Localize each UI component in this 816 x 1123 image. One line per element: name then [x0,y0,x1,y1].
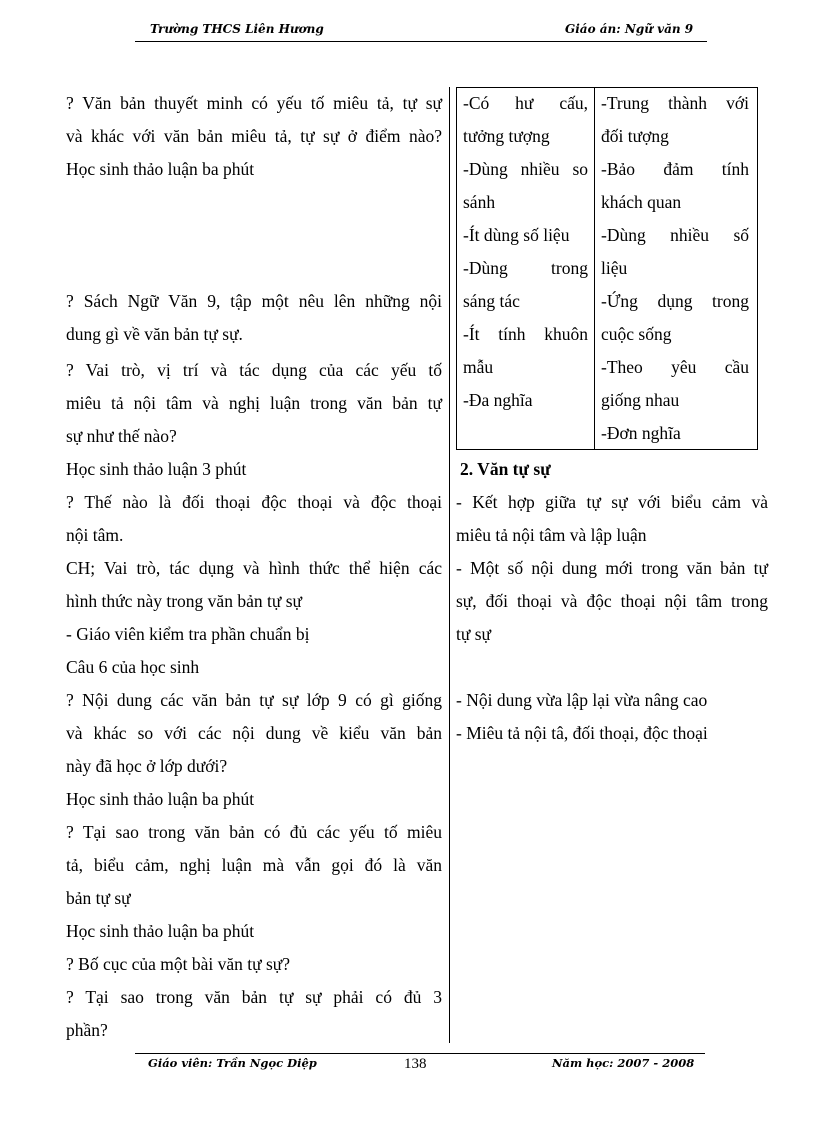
left-text-line: dung gì về văn bản tự sự. [66,324,243,344]
right-text-line: miêu tả nội tâm và lập luận [456,525,647,545]
left-text-line: nội tâm. [66,525,124,545]
table-cell-line: sánh [463,192,496,212]
left-text-line: này đã học ở lớp dưới? [66,756,228,776]
left-text-line: ? Vai trò, vị trí và tác dụng của các yếu tố [66,360,442,380]
right-text-line: - Nội dung vừa lập lại vừa nâng cao [456,690,708,710]
left-text-line: tả, biểu cảm, nghị luận mà vẫn gọi đó là văn [66,855,442,875]
left-text-line: CH; Vai trò, tác dụng và hình thức thể hiện các [66,558,442,578]
left-text-line: và khác so với các nội dung về kiểu văn bản [66,723,442,743]
left-text-line: ? Bố cục của một bài văn tự sự? [66,954,291,974]
table-cell-line: cuộc sống [601,324,672,344]
header-rule [135,41,707,42]
left-text-line: hình thức này trong văn bản tự sự [66,591,302,611]
left-text-line: Học sinh thảo luận ba phút [66,921,255,941]
left-text-line: miêu tả nội tâm và nghị luận trong văn bản tự [66,393,442,413]
left-text-line: ? Văn bản thuyết minh có yếu tố miêu tả, tự sự [66,93,442,113]
left-text-line: ? Tại sao trong văn bản có đủ các yếu tố miêu [66,822,442,842]
table-cell-line: -Ít dùng số liệu [463,225,570,245]
right-text-line: - Một số nội dung mới trong văn bản tự [456,558,768,578]
left-text-line: bản tự sự [66,888,131,908]
left-text-line: sự như thế nào? [66,426,177,446]
footer-teacher: Giáo viên: Trần Ngọc Diệp [148,1056,317,1070]
left-text-line: ? Thế nào là đối thoại độc thoại và độc thoại [66,492,442,512]
column-divider [449,87,450,1043]
left-text-line: ? Nội dung các văn bản tự sự lớp 9 có gì giống [66,690,442,710]
section-title: 2. Văn tự sự [460,459,551,479]
table-cell-line: -Có hư cấu, [463,93,588,113]
table-cell-line: sáng tác [463,291,520,311]
table-cell-line: -Dùng nhiều so [463,159,588,179]
table-cell-line: -Ít tính khuôn [463,324,588,344]
table-cell-line: liệu [601,258,628,278]
header-school-name: Trường THCS Liên Hương [150,22,324,36]
left-text-line: ? Tại sao trong văn bản tự sự phải có đủ 3 [66,987,442,1007]
left-text-line: ? Sách Ngữ Văn 9, tập một nêu lên những nội [66,291,442,311]
table-cell-line: -Theo yêu cầu [601,357,749,377]
page-number: 138 [404,1056,427,1072]
table-cell-line: -Dùng nhiều số [601,225,749,245]
table-cell-line: -Bảo đảm tính [601,159,749,179]
table-cell-line: -Trung thành với [601,93,749,113]
footer-rule [135,1053,705,1054]
right-text-line: tự sự [456,624,492,644]
table-cell-line: mẫu [463,357,494,377]
table-cell-line: -Đơn nghĩa [601,423,681,443]
table-border-right [757,87,758,449]
table-cell-line: tưởng tượng [463,126,550,146]
table-cell-line: khách quan [601,192,682,212]
table-cell-line: -Dùng trong [463,258,588,278]
header-lesson-plan: Giáo án: Ngữ văn 9 [565,22,694,36]
left-text-line: - Giáo viên kiểm tra phần chuẩn bị [66,624,310,644]
table-cell-line: đối tượng [601,126,669,146]
table-border-middle [594,87,595,449]
right-text-line: - Miêu tả nội tâ, đối thoại, độc thoại [456,723,708,743]
left-text-line: phần? [66,1020,108,1040]
right-text-line: sự, đối thoại và độc thoại nội tâm trong [456,591,768,611]
left-text-line: Câu 6 của học sinh [66,657,200,677]
table-cell-line: giống nhau [601,390,680,410]
left-text-line: Học sinh thảo luận ba phút [66,789,255,809]
footer-school-year: Năm học: 2007 - 2008 [552,1056,695,1070]
left-text-line: Học sinh thảo luận 3 phút [66,459,247,479]
left-text-line: Học sinh thảo luận ba phút [66,159,255,179]
table-cell-line: -Ứng dụng trong [601,291,749,311]
table-cell-line: -Đa nghĩa [463,390,533,410]
table-border-left [456,87,457,449]
right-text-line: - Kết hợp giữa tự sự với biểu cảm và [456,492,768,512]
left-text-line: và khác với văn bản miêu tả, tự sự ở điểm nào? [66,126,442,146]
